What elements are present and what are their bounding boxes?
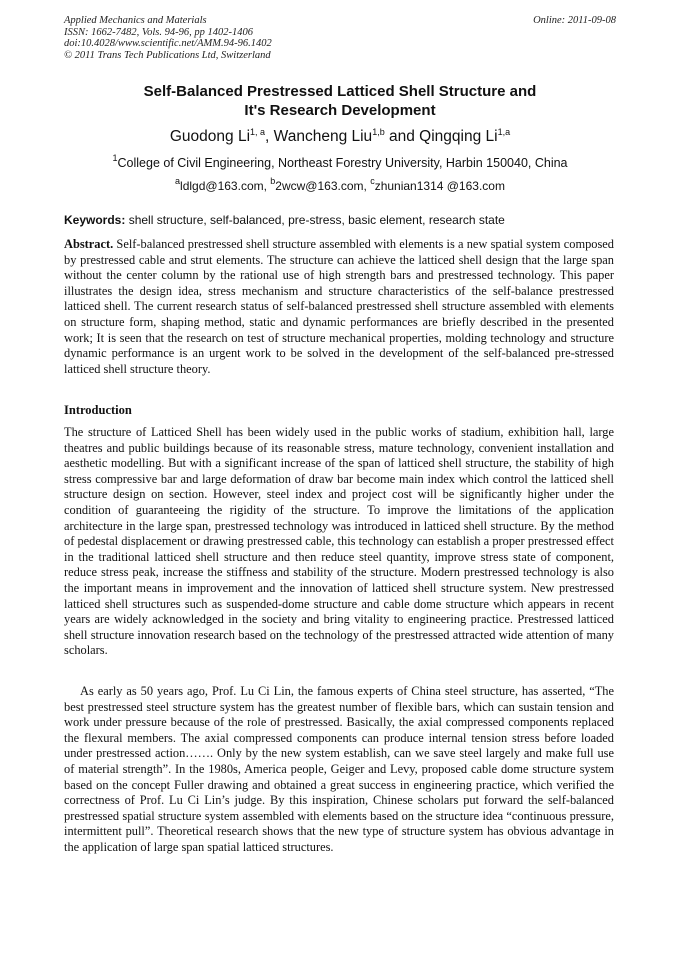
email-marker-c: c	[370, 176, 375, 186]
abstract-label: Abstract.	[64, 237, 114, 251]
online-date: Online: 2011-09-08	[533, 15, 616, 26]
introduction-paragraph-2: As early as 50 years ago, Prof. Lu Ci Lin, the famous experts of China steel structure, has asserted, “The best prestressed steel structure system has the greatest number of flexible bars, which can sustain tension and work under pressure because of the role of prestressed. Basically, the axial compressed components replaced the flexural members. The axial compressed components can produce internal tension stress before loaded under prestressed action……. Only by the new system establish, can we save steel largely and make full use of material strength”. In the 1980s, America people, Geiger and Levy, proposed cable dome structure system based on the concept Fuller drawing and obtained a great success in engineering practice, which verified the correctness of Prof. Lu Ci Lin’s judge. By this inspiration, Chinese scholars put forward the self-balanced prestressed spatial structure system assembled with elements based on the structure idea “continuous pressure, intermittent pull”. Theoretical research shows that the new type of structure system has obvious advantage in the application of large span spatial latticed structures.	[64, 684, 614, 854]
introduction-paragraph-1: The structure of Latticed Shell has been widely used in the public works of stadium, exhibition hall, large theatres and public buildings because of its reasonable stress, mature technology, convenient installation and aesthetic modelling. But with a significant increase of the span of latticed shell structure, the stability of high stress compressive bar and large deformation of draw bar become main index which control the latticed shell structure design on section. However, steel index and project cost will be significantly higher under the condition of guaranteeing the rigidity of the structure. To improve the limitations of the application architecture in the large span, prestressed technology was introduced in latticed shell structure. By the method of pedestal displacement or drawing prestressed cable, this technology can establish a proper prestressed effect in the traditional latticed shell structure and then reduce steel quantity, improve stress state of component, reduce stress peak, increase the stiffness and stability of the structure. Modern prestressed technology is also the important means in improvement and the innovation of latticed shell structure system. New prestressed latticed shell structures such as suspended-dome structure and cable dome structure which appears in recent years are widely acknowledged in the society and bring vitality to engineering practice. Prestressed latticed shell structure innovation research based on the technology of the prestressed attracted wide attention of many scholars.	[64, 425, 614, 658]
title-line-2: It's Research Development	[244, 102, 436, 119]
affiliation	[64, 153, 616, 171]
author-2-affil: 1,b	[372, 127, 385, 137]
keywords-text: shell structure, self-balanced, pre-stress, basic element, research state	[125, 213, 505, 227]
copyright-line: © 2011 Trans Tech Publications Ltd, Switzerland	[64, 49, 271, 61]
title-line-1: Self-Balanced Prestressed Latticed Shell Structure and	[143, 83, 537, 100]
journal-header	[64, 15, 616, 61]
paper-title	[64, 82, 616, 120]
author-2: , Wancheng Liu	[265, 128, 373, 145]
author-1-affil: 1, a	[250, 127, 266, 137]
author-3-affil: 1,a	[497, 127, 511, 137]
author-list	[64, 128, 616, 146]
affiliation-text: College of Civil Engineering, Northeast Forestry University, Harbin 150040, China	[117, 156, 568, 170]
abstract	[64, 237, 614, 377]
author-emails	[64, 176, 616, 193]
email-b: 2wcw@163.com,	[275, 179, 371, 193]
introduction-heading: Introduction	[64, 403, 132, 417]
doi-line: doi:10.4028/www.scientific.net/AMM.94-96.1402	[64, 38, 272, 49]
issn-line: ISSN: 1662-7482, Vols. 94-96, pp 1402-1406	[64, 26, 253, 38]
keywords	[64, 213, 624, 228]
abstract-text: Self-balanced prestressed shell structure assembled with elements is a new spatial system composed by prestressed cable and strut elements. The structure can achieve the latticed shell design that the large span without the center column by the rational use of high strength bars and prestressed technology. This paper illustrates the design idea, stress mechanism and structure characteristics of the self-balance prestressed latticed shell. The current research status of self-balanced prestressed shell structure assembled with elements on structure form, shaping method, static and dynamic performances are briefly described in the presented work; It is seen that the research on test of structure mechanical properties, molding technology and structure dynamic performance is an urgent work to be solved in the development of the self-balanced pre-stressed latticed shell structure theory.	[64, 237, 614, 376]
author-3: and Qingqing Li	[384, 128, 498, 145]
keywords-label: Keywords:	[64, 213, 126, 227]
journal-name: Applied Mechanics and Materials	[64, 15, 207, 26]
email-marker-b: b	[270, 176, 276, 186]
email-marker-a: a	[175, 176, 181, 186]
affiliation-marker: 1	[112, 153, 118, 163]
author-1: Guodong Li	[169, 128, 251, 145]
email-a: ldlgd@163.com,	[180, 179, 271, 193]
email-c: zhunian1314 @163.com	[374, 179, 505, 193]
